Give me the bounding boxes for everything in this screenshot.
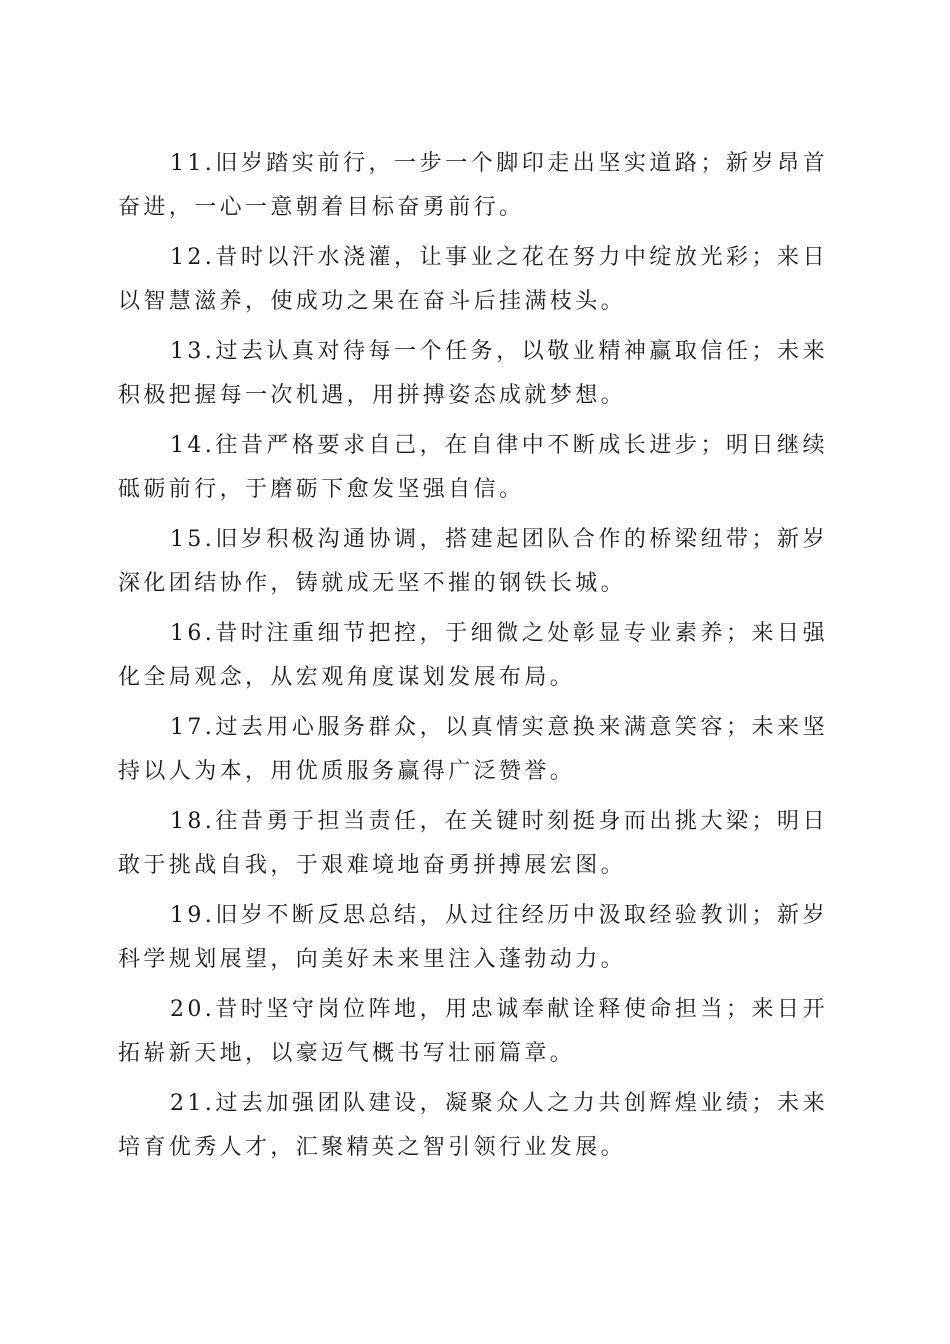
paragraph-14: 14.往昔严格要求自己，在自律中不断成长进步；明日继续砥砺前行，于磨砺下愈发坚强自信。 [118, 433, 828, 502]
paragraph-20: 20.昔时坚守岗位阵地，用忠诚奉献诠释使命担当；来日开拓崭新天地，以豪迈气概书写壮丽篇章。 [118, 997, 828, 1066]
paragraph-18: 18.往昔勇于担当责任，在关键时刻挺身而出挑大梁；明日敢于挑战自我，于艰难境地奋勇拼搏展宏图。 [118, 809, 828, 878]
paragraph-13: 13.过去认真对待每一个任务，以敬业精神赢取信任；未来积极把握每一次机遇，用拼搏姿态成就梦想。 [118, 339, 828, 408]
paragraph-15: 15.旧岁积极沟通协调，搭建起团队合作的桥梁纽带；新岁深化团结协作，铸就成无坚不摧的钢铁长城。 [118, 527, 828, 596]
paragraph-16: 16.昔时注重细节把控，于细微之处彰显专业素养；来日强化全局观念，从宏观角度谋划发展布局。 [118, 621, 828, 690]
paragraph-17: 17.过去用心服务群众，以真情实意换来满意笑容；未来坚持以人为本，用优质服务赢得广泛赞誉。 [118, 715, 828, 784]
paragraph-12: 12.昔时以汗水浇灌，让事业之花在努力中绽放光彩；来日以智慧滋养，使成功之果在奋斗后挂满枝头。 [118, 245, 828, 314]
paragraph-19: 19.旧岁不断反思总结，从过往经历中汲取经验教训；新岁科学规划展望，向美好未来里注入蓬勃动力。 [118, 903, 828, 972]
document-body [118, 142, 828, 1176]
paragraph-11: 11.旧岁踏实前行，一步一个脚印走出坚实道路；新岁昂首奋进，一心一意朝着目标奋勇前行。 [118, 151, 828, 220]
paragraph-21: 21.过去加强团队建设，凝聚众人之力共创辉煌业绩；未来培育优秀人才，汇聚精英之智引领行业发展。 [118, 1091, 828, 1160]
